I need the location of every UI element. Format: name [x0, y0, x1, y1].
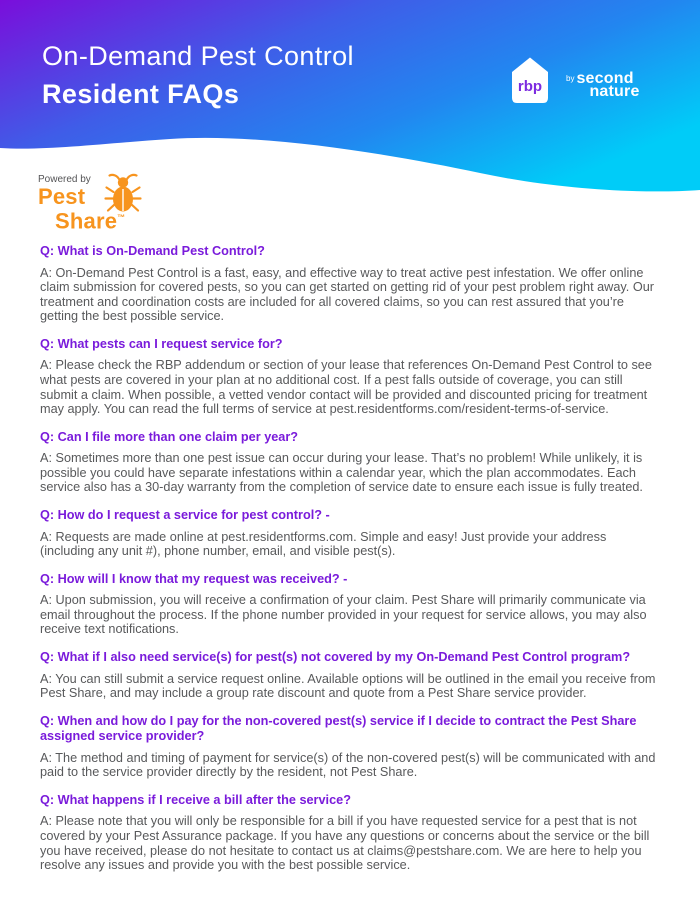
- faq-answer: A: Upon submission, you will receive a confirmation of your claim. Pest Share will primarily communicate via email throughout the process. If the phone number provided in your request for service allows, you may also receive text notifications.: [40, 593, 647, 637]
- faq-question: Q: What is On-Demand Pest Control?: [40, 244, 265, 258]
- faq-question: Q: What if I also need service(s) for pest(s) not covered by my On-Demand Pest Control program?: [40, 650, 631, 664]
- second-nature-wordmark: [566, 72, 640, 98]
- faq-item: [40, 650, 662, 701]
- faq-question: Q: How do I request a service for pest control? -: [40, 508, 330, 523]
- faq-item: [40, 508, 662, 559]
- faq-answer: A: On-Demand Pest Control is a fast, easy, and effective way to treat active pest infestation. We offer online claim submission for covered pests, so you can get started on getting rid of your pest problem right away. Our treatment and coordination costs are included for all covered claims, so you can rest assured that you’re getting the best possible service.: [40, 265, 654, 324]
- faq-question: Q: When and how do I pay for the non-covered pest(s) service if I decide to contract the Pest Share assigned service provider?: [40, 713, 637, 744]
- faq-answer: A: Please check the RBP addendum or section of your lease that references On-Demand Pest Control to see what pests are covered in your plan at no additional cost. If a pest falls outside of coverage, you can still submit a claim. When possible, a vetted vendor contact will be provided and discounted pricing for treatment may apply. You can read the full terms of service at pest.residentforms.com/resident-terms-of-service.: [40, 358, 652, 417]
- pest-share-word1: Pest: [38, 184, 86, 209]
- rbp-brand-lockup: [503, 54, 640, 108]
- page-title-line2: Resident FAQs: [42, 79, 240, 110]
- faq-list: [40, 244, 662, 886]
- faq-item: [40, 244, 662, 324]
- second-nature-line1: second: [576, 70, 634, 87]
- faq-question: Q: What pests can I request service for?: [40, 336, 283, 351]
- second-nature-line2: nature: [589, 83, 640, 100]
- faq-answer: A: The method and timing of payment for service(s) of the non-covered pest(s) will be communicated with and paid to the service provider directly by the resident, not Pest Share.: [40, 750, 656, 780]
- page-title-line1: On-Demand Pest Control: [42, 41, 354, 71]
- faq-answer: A: Requests are made online at pest.residentforms.com. Simple and easy! Just provide your address (including any unit #), phone number, email, and visible pest(s).: [40, 529, 607, 559]
- bug-icon: [104, 171, 142, 215]
- powered-by-label: Powered by: [38, 174, 91, 185]
- faq-answer: A: Please note that you will only be responsible for a bill if you have requested service for a pest that is not covered by your Pest Assurance package. If you have any questions or concerns about the service or the bill you have received, please do not hesitate to contact us at claims@pestshare.com. We are here to help you resolve any issues and provide you with the best possible service.: [40, 814, 650, 873]
- faq-answer: A: You can still submit a service request online. Available options will be outlined in the email you receive from Pest Share, and may include a group rate discount and quote from a Pest Share service provider.: [40, 671, 656, 701]
- faq-item: [40, 714, 662, 780]
- pest-share-word2: Share™: [55, 208, 126, 234]
- faq-item: [40, 430, 662, 495]
- page-title: [42, 40, 354, 111]
- faq-item: [40, 572, 662, 637]
- pest-share-lockup: [38, 174, 158, 234]
- faq-item: [40, 337, 662, 417]
- faq-question: Q: What happens if I receive a bill after the service?: [40, 792, 351, 807]
- faq-question: Q: Can I file more than one claim per year?: [40, 429, 299, 444]
- rbp-logo-text: rbp: [517, 78, 543, 95]
- faq-question: Q: How will I know that my request was received? -: [40, 571, 348, 586]
- trademark-symbol: ™: [117, 213, 126, 222]
- by-label: by: [566, 74, 575, 83]
- faq-item: [40, 793, 662, 873]
- rbp-logo-icon: [503, 54, 557, 108]
- faq-answer: A: Sometimes more than one pest issue can occur during your lease. That’s no problem! While unlikely, it is possible you could have separate infestations within a calendar year, which the plan accommodates. Each service also has a 30-day warranty from the completion of service date to ensure each issue is fully treated.: [40, 451, 643, 495]
